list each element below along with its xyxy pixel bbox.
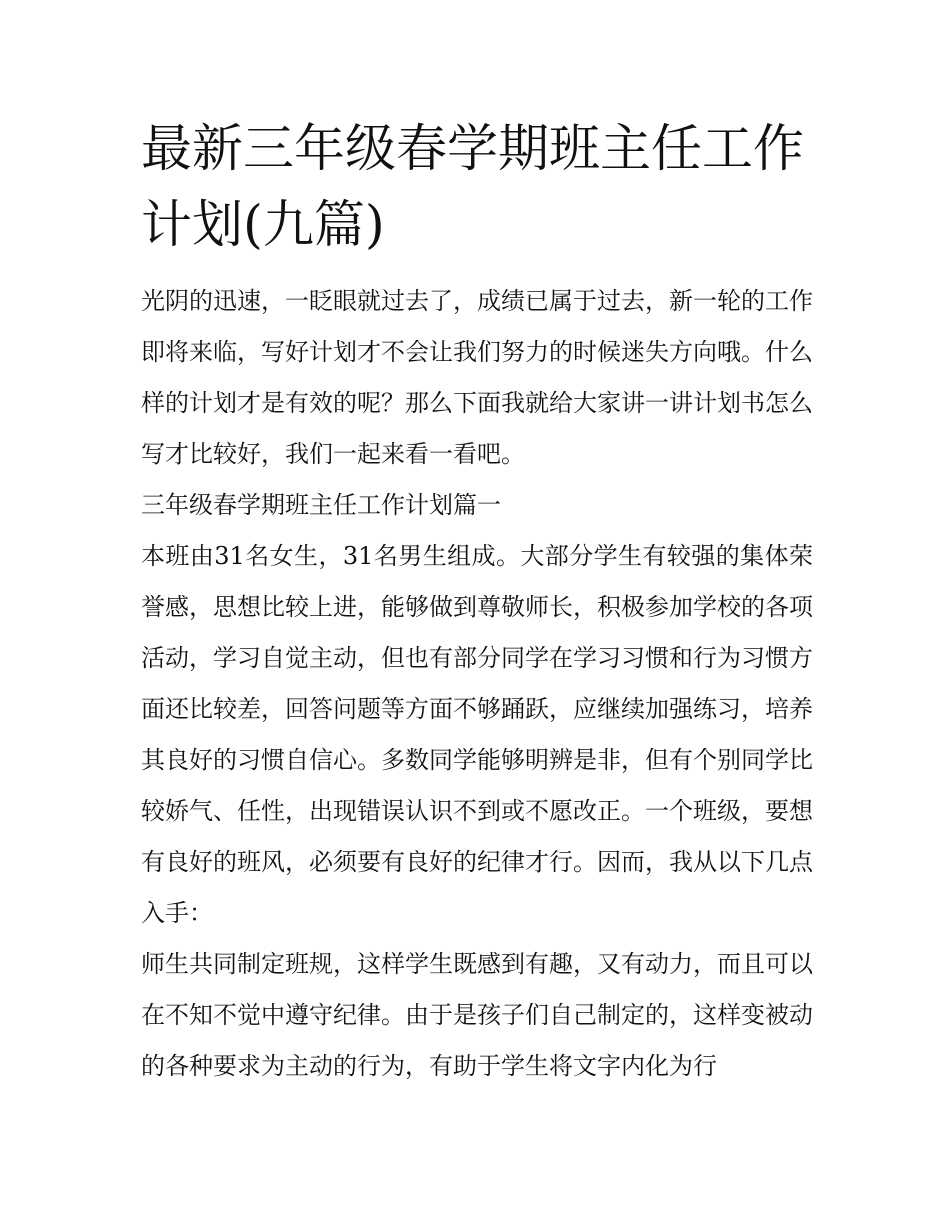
body-paragraph-1: 本班由31名女生，31名男生组成。大部分学生有较强的集体荣誉感，思想比较上进，能够做到尊敬师长，积极参加学校的各项活动，学习自觉主动，但也有部分同学在学习习惯和行为习惯方面还比较差，回答问题等方面不够踊跃，应继续加强练习，培养其良好的习惯自信心。多数同学能够明辨是非，但有个别同学比较娇气、任性，出现错误认识不到或不愿改正。一个班级，要想有良好的班风，必须要有良好的纪律才行。因而，我从以下几点入手： (141, 542, 813, 927)
document-body (141, 276, 813, 1092)
body-paragraph-2: 师生共同制定班规，这样学生既感到有趣，又有动力，而且可以在不知不觉中遵守纪律。由于是孩子们自己制定的，这样变被动的各种要求为主动的行为，有助于学生将文字内化为行 (141, 950, 813, 1080)
document-title: 最新三年级春学期班主任工作计划(九篇) (141, 120, 805, 255)
intro-paragraph: 光阴的迅速，一眨眼就过去了，成绩已属于过去，新一轮的工作即将来临，写好计划才不会让我们努力的时候迷失方向哦。什么样的计划才是有效的呢？那么下面我就给大家讲一讲计划书怎么写才比较好，我们一起来看一看吧。 (141, 287, 813, 468)
document-content (141, 112, 813, 1092)
section-heading: 三年级春学期班主任工作计划篇一 (141, 491, 501, 519)
